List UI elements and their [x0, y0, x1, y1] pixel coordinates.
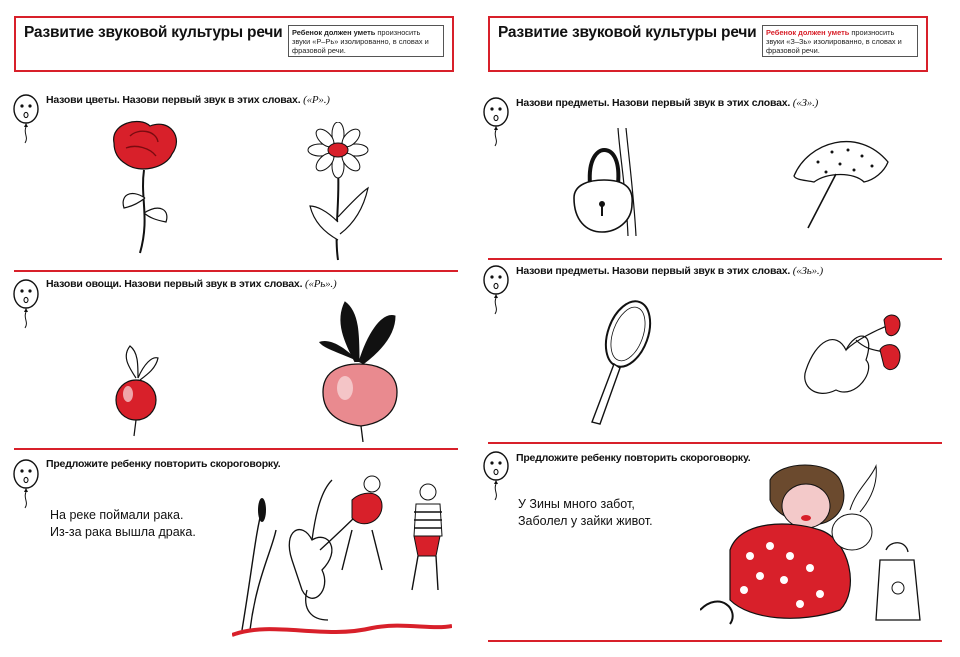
sound-hint: («Рь».) — [305, 278, 337, 290]
instruction-text: Назови предметы. Назови первый звук в этих словах. — [516, 265, 791, 277]
instruction-text: Предложите ребенку повторить скороговорку. — [46, 458, 281, 470]
rose-illustration — [100, 118, 190, 258]
tongue-twister-line: На реке поймали рака. — [50, 508, 184, 522]
task-instruction — [516, 265, 823, 277]
padlock-illustration — [568, 128, 648, 238]
instruction-text: Назови цветы. Назови первый звук в этих словах. — [46, 94, 301, 106]
tongue-twister-line: Из-за рака вышла драка. — [50, 525, 196, 539]
tongue-twister — [50, 507, 196, 541]
header-box — [488, 16, 928, 72]
radish-small-illustration — [108, 338, 168, 440]
right-page — [478, 0, 948, 657]
tongue-twister-line: Заболел у зайки живот. — [518, 514, 653, 528]
left-page — [0, 0, 470, 657]
crayfish-fight-illustration — [232, 470, 452, 640]
sound-hint: («Зь».) — [792, 265, 823, 277]
section-divider — [14, 270, 458, 272]
mirror-illustration — [586, 298, 656, 428]
task-instruction — [46, 94, 330, 106]
girl-with-bunny-illustration — [700, 460, 930, 630]
tongue-twister-line: У Зины много забот, — [518, 497, 635, 511]
section-divider — [14, 448, 458, 450]
tongue-twister — [518, 496, 653, 530]
requirement-text: произносить звуки «Р–Рь» изолированно, в словах и фразовой речи. — [292, 28, 429, 55]
header-box — [14, 16, 454, 72]
strawberry-illustration — [796, 310, 916, 410]
requirement-strong: Ребенок должен уметь — [766, 28, 850, 37]
section-divider — [488, 640, 942, 642]
radish-large-illustration — [315, 292, 405, 442]
umbrella-illustration — [788, 132, 898, 232]
page-title: Развитие звуковой культуры речи — [24, 24, 283, 41]
sound-hint: («З».) — [792, 97, 819, 109]
task-instruction — [46, 278, 336, 290]
balloon-face-icon — [482, 264, 512, 316]
requirement-text: произносить звуки «З–Зь» изолированно, в словах и фразовой речи. — [766, 28, 902, 55]
task-instruction — [46, 458, 280, 470]
balloon-face-icon — [12, 458, 42, 510]
section-divider — [488, 442, 942, 444]
requirement-box — [762, 25, 918, 57]
task-instruction — [516, 97, 818, 109]
instruction-text: Предложите ребенку повторить скороговорку. — [516, 452, 751, 464]
section-divider — [488, 258, 942, 260]
sound-hint: («Р».) — [303, 94, 330, 106]
instruction-text: Назови предметы. Назови первый звук в этих словах. — [516, 97, 791, 109]
page-title: Развитие звуковой культуры речи — [498, 24, 757, 41]
balloon-face-icon — [482, 96, 512, 148]
balloon-face-icon — [12, 278, 42, 330]
balloon-face-icon — [12, 93, 42, 145]
requirement-box — [288, 25, 444, 57]
balloon-face-icon — [482, 450, 512, 502]
instruction-text: Назови овощи. Назови первый звук в этих словах. — [46, 278, 303, 290]
requirement-strong: Ребенок должен уметь — [292, 28, 376, 37]
daisy-illustration — [298, 122, 378, 262]
